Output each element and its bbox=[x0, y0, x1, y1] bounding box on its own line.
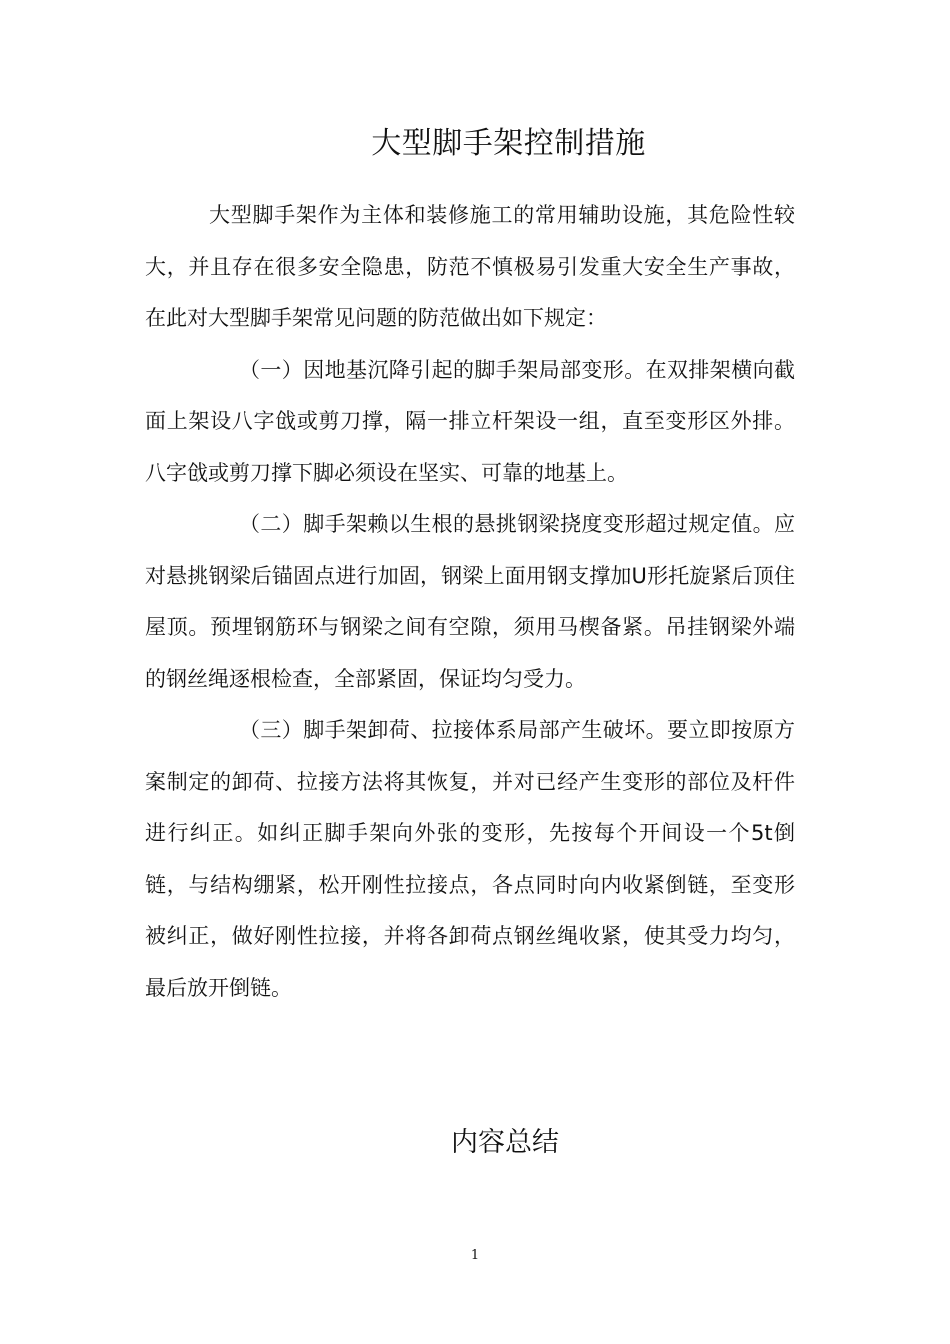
paragraph-item-3: （三）脚手架卸荷、拉接体系局部产生破坏。要立即按原方案制定的卸荷、拉接方法将其恢复，并对已经产生变形的部位及杆件进行纠正。如纠正脚手架向外张的变形，先按每个开间设一个5t倒链，与结构绷紧，松开刚性拉接点，各点同时向内收紧倒链，至变形被纠正，做好刚性拉接，并将各卸荷点钢丝绳收紧，使其受力均匀，最后放开倒链。 bbox=[145, 718, 795, 1000]
paragraph-item-2: （二）脚手架赖以生根的悬挑钢梁挠度变形超过规定值。应对悬挑钢梁后锚固点进行加固，钢梁上面用钢支撑加U形托旋紧后顶住屋顶。预埋钢筋环与钢梁之间有空隙，须用马楔备紧。吊挂钢梁外端的钢丝绳逐根检查，全部紧固，保证均匀受力。 bbox=[145, 512, 795, 691]
document-body bbox=[145, 190, 795, 1014]
intro-paragraph: 大型脚手架作为主体和装修施工的常用辅助设施，其危险性较大，并且存在很多安全隐患，防范不慎极易引发重大安全生产事故，在此对大型脚手架常见问题的防范做出如下规定： bbox=[145, 203, 795, 330]
summary-heading: 内容总结 bbox=[451, 1127, 559, 1158]
page-number: 1 bbox=[470, 1248, 480, 1263]
paragraph-item-1: （一）因地基沉降引起的脚手架局部变形。在双排架横向截面上架设八字戗或剪刀撑，隔一排立杆架设一组，直至变形区外排。八字戗或剪刀撑下脚必须设在坚实、可靠的地基上。 bbox=[145, 357, 795, 485]
document-title: 大型脚手架控制措施 bbox=[371, 126, 646, 161]
